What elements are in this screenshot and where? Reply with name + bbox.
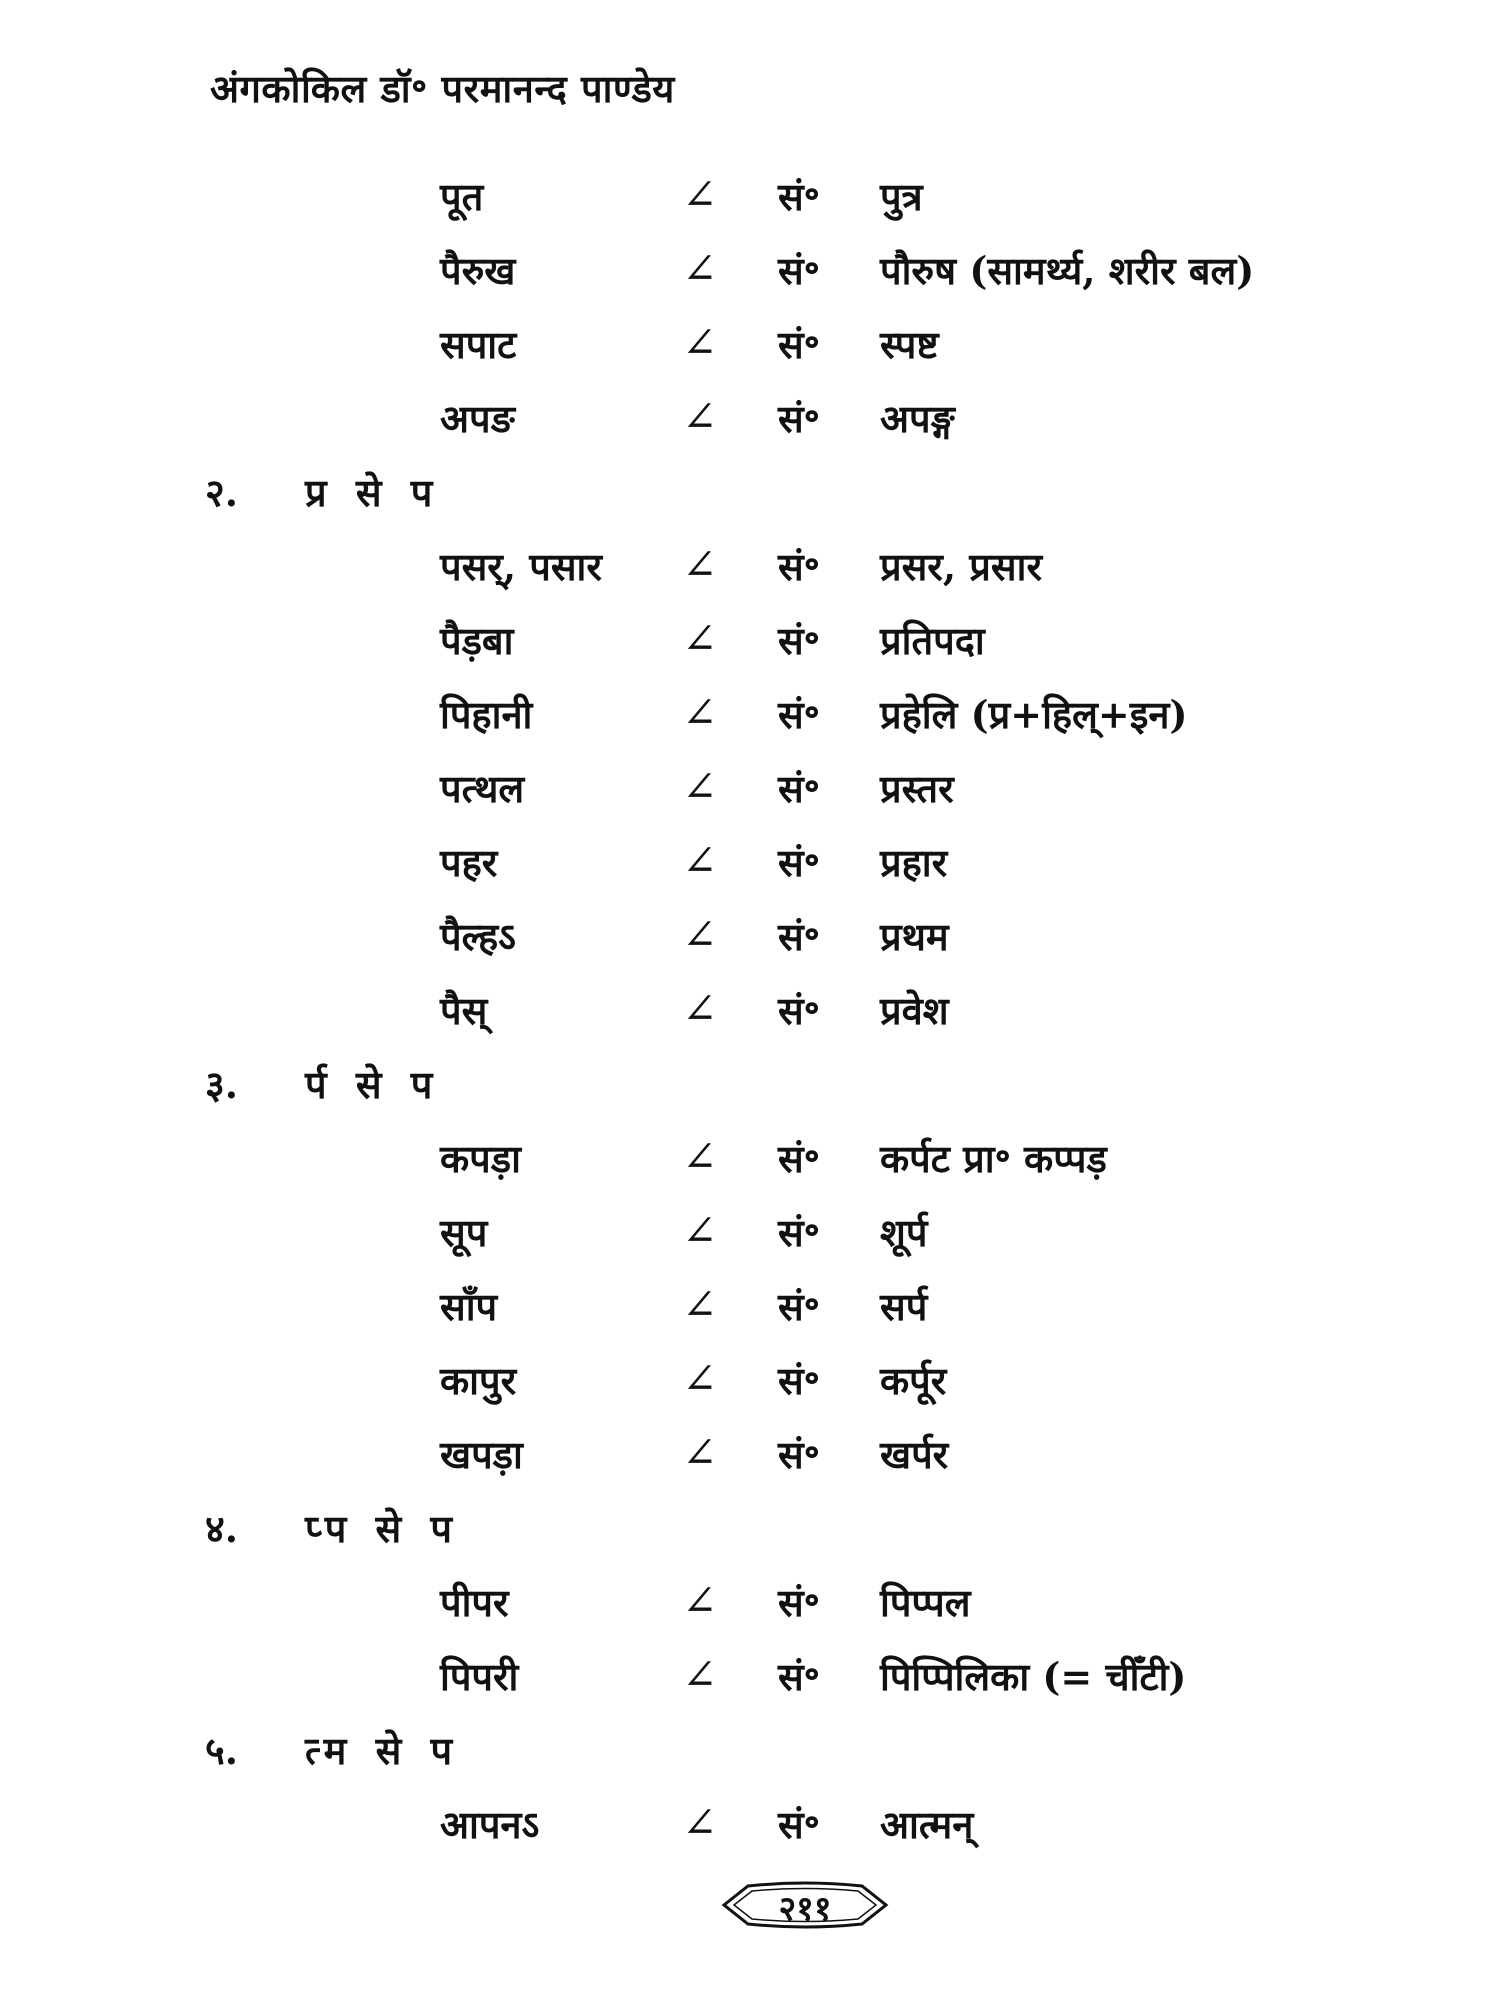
derived-word: पत्थल [440,766,525,811]
source-word: पौरुष (सामर्थ्य, शरीर बल) [880,248,1255,293]
derivation-symbol: ∠ [682,1132,718,1181]
derived-word: सूप [440,1210,488,1255]
derivation-symbol: ∠ [682,1354,718,1403]
derived-word: सपाट [440,322,517,367]
source-word: प्रतिपदा [880,618,985,663]
source-word: प्रहेलि (प्र+हिल्+इन) [880,692,1188,737]
source-word: शूर्प [880,1210,928,1255]
derivation-symbol: ∠ [682,688,718,737]
sanskrit-abbr: सं॰ [778,396,820,441]
derivation-symbol: ∠ [682,1650,718,1699]
sanskrit-abbr: सं॰ [778,1358,820,1403]
section-number: ४. [205,1506,238,1551]
derived-word: पसर्, पसार [440,544,602,589]
sanskrit-abbr: सं॰ [778,248,820,293]
page-number-badge [720,1880,890,1930]
source-word: पुत्र [880,174,923,219]
derivation-symbol: ∠ [682,1576,718,1625]
page-header: अंगकोकिल डॉ॰ परमानन्द पाण्डेय [210,66,675,111]
sanskrit-abbr: सं॰ [778,1210,820,1255]
derived-word: अपङ [440,396,515,441]
derivation-symbol: ∠ [682,1798,718,1847]
source-word: पिप्पिलिका (= चीँटी) [880,1654,1187,1699]
section-title: प्प से प [305,1506,461,1551]
sanskrit-abbr: सं॰ [778,1284,820,1329]
derived-word: साँप [440,1284,498,1329]
page-footer [0,1880,1500,1934]
derived-word: पैल्हऽ [440,914,516,959]
source-word: आत्मन् [880,1802,974,1847]
section-number: ३. [205,1062,238,1107]
sanskrit-abbr: सं॰ [778,1654,820,1699]
derivation-symbol: ∠ [682,614,718,663]
derived-word: कापुर [440,1358,517,1403]
derivation-symbol: ∠ [682,984,718,1033]
derivation-symbol: ∠ [682,762,718,811]
sanskrit-abbr: सं॰ [778,174,820,219]
sanskrit-abbr: सं॰ [778,1580,820,1625]
section-heading [205,1724,460,1776]
source-word: अपङ्ग [880,396,955,441]
section-title: प्र से प [305,470,441,515]
derived-word: खपड़ा [440,1432,523,1477]
sanskrit-abbr: सं॰ [778,1432,820,1477]
sanskrit-abbr: सं॰ [778,618,820,663]
sanskrit-abbr: सं॰ [778,766,820,811]
sanskrit-abbr: सं॰ [778,1136,820,1181]
derivation-symbol: ∠ [682,836,718,885]
section-number: २. [205,470,238,515]
derivation-symbol: ∠ [682,1428,718,1477]
derived-word: पिपरी [440,1654,519,1699]
source-word: खर्पर [880,1432,949,1477]
source-word: पिप्पल [880,1580,971,1625]
derived-word: पहर [440,840,498,885]
derived-word: पैस् [440,988,488,1033]
derivation-symbol: ∠ [682,244,718,293]
section-number: ५. [205,1728,238,1773]
source-word: कर्पूर [880,1358,947,1403]
derived-word: पिहानी [440,692,533,737]
source-word: प्रस्तर [880,766,954,811]
derived-word: कपड़ा [440,1136,521,1181]
source-word: प्रसर, प्रसार [880,544,1043,589]
section-heading [205,1058,440,1110]
section-heading [205,1502,460,1554]
derivation-symbol: ∠ [682,910,718,959]
derived-word: पैड़बा [440,618,514,663]
derived-word: पूत [440,174,484,219]
source-word: प्रथम [880,914,949,959]
derivation-symbol: ∠ [682,1280,718,1329]
sanskrit-abbr: सं॰ [778,322,820,367]
derivation-symbol: ∠ [682,1206,718,1255]
section-title: त्म से प [305,1728,461,1773]
source-word: प्रहार [880,840,948,885]
derived-word: पीपर [440,1580,509,1625]
source-word: कर्पट प्रा॰ कप्पड़ [880,1136,1107,1181]
sanskrit-abbr: सं॰ [778,1802,820,1847]
sanskrit-abbr: सं॰ [778,914,820,959]
source-word: सर्प [880,1284,928,1329]
derivation-symbol: ∠ [682,540,718,589]
sanskrit-abbr: सं॰ [778,988,820,1033]
derivation-symbol: ∠ [682,170,718,219]
derivation-symbol: ∠ [682,392,718,441]
sanskrit-abbr: सं॰ [778,840,820,885]
derivation-symbol: ∠ [682,318,718,367]
derived-word: पैरुख [440,248,516,293]
source-word: प्रवेश [880,988,949,1033]
source-word: स्पष्ट [880,322,939,367]
derived-word: आपनऽ [440,1802,540,1847]
sanskrit-abbr: सं॰ [778,692,820,737]
page-number: २११ [778,1889,832,1929]
section-title: र्प से प [305,1062,441,1107]
section-heading [205,466,440,518]
sanskrit-abbr: सं॰ [778,544,820,589]
